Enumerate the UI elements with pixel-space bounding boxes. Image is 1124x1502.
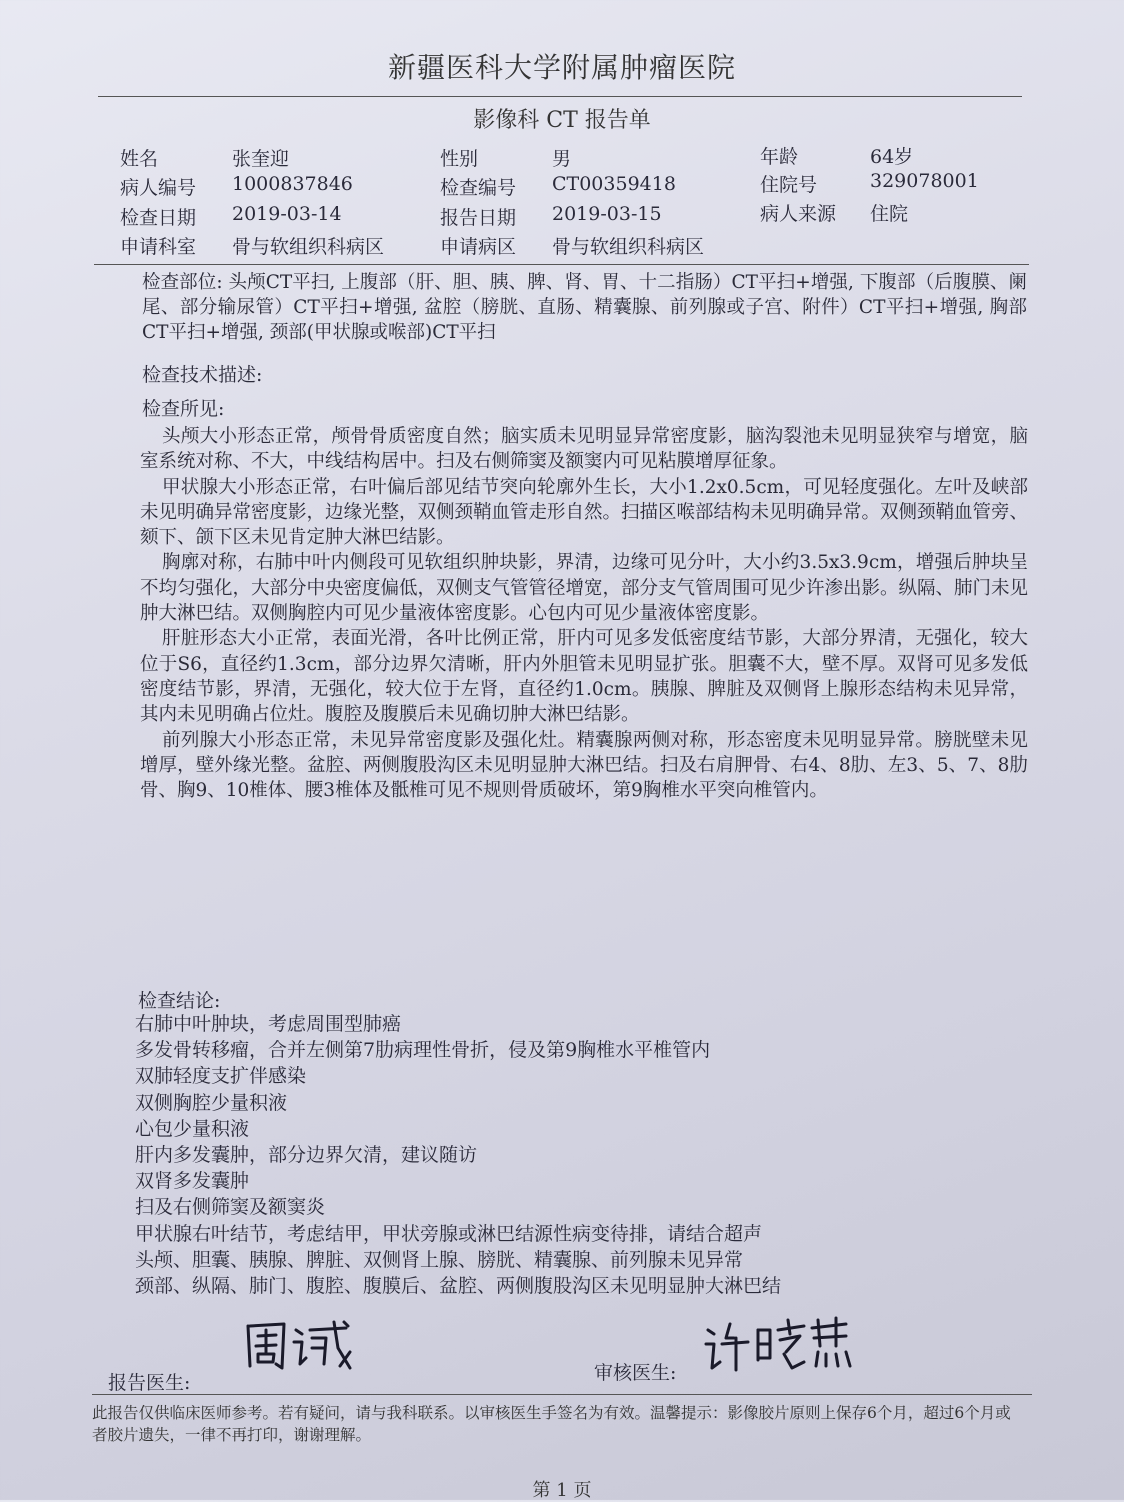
finding-abdomen: 肝脏形态大小正常，表面光滑，各叶比例正常，肝内可见多发低密度结节影，大部分界清，无强化，较大位于S6，直径约1.3cm，部分边界欠清晰，肝内外胆管未见明显扩张。胆囊不大，壁不厚。双肾可见多发低密度结节影，界清，无强化，较大位于左肾，直径约1.0cm。胰腺、脾脏及双侧肾上腺形态结构未见异常，其内未见明确占位灶。腹腔及腹膜后未见确切肿大淋巴结影。 [140,628,1028,726]
exam-date-label: 检查日期 [120,207,197,229]
exam-site-text: 检查部位: 头颅CT平扫, 上腹部（肝、胆、胰、脾、肾、胃、十二指肠）CT平扫+增强, 下腹部（后腹膜、阑尾、部分输尿管）CT平扫+增强, 盆腔（膀胱、直肠、精囊腺、前列腺或子宫、附件）CT平扫+增强, 胸部CT平扫+增强, 颈部(甲状腺或喉部)CT平扫 [142,272,1027,343]
conclusion-item: 右肺中叶肿块，考虑周围型肺癌 [135,1013,402,1035]
ward-label: 申请病区 [440,236,517,258]
conclusion-item: 甲状腺右叶结节，考虑结甲，甲状旁腺或淋巴结源性病变待排，请结合超声 [135,1222,763,1245]
conclusion-item: 双肾多发囊肿 [135,1170,250,1193]
tech-label: 检查技术描述: [142,364,263,386]
exam-date: 2019-03-14 [232,203,342,225]
patient-name: 张奎迎 [232,148,290,170]
header-rule [98,96,1022,97]
patient-id: 1000837846 [232,173,353,195]
report-doctor-label: 报告医生: [108,1372,191,1394]
report-doctor-signature [240,1318,360,1378]
dept: 骨与软组织科病区 [232,236,385,258]
patient-source: 住院 [870,203,909,225]
footer-note: 此报告仅供临床医师参考。若有疑问，请与我科联系。以审核医生手签名为有效。温馨提示：影像胶片原则上保存6个月，超过6个月或者胶片遗失，一律不再打印，谢谢理解。 [92,1404,1011,1444]
findings-label: 检查所见: [142,398,225,420]
report-date-label: 报告日期 [440,207,517,229]
page-number: 第 1 页 [532,1480,592,1501]
exam-site [142,270,1027,345]
conclusion-item: 头颅、胆囊、胰腺、脾脏、双侧肾上腺、膀胱、精囊腺、前列腺未见异常 [135,1248,744,1271]
findings-block [140,424,1028,803]
report-title: 影像科 CT 报告单 [473,108,651,133]
conclusion-list [135,1011,781,1299]
dept-label: 申请科室 [120,236,197,258]
footer-rule [92,1394,1032,1395]
review-doctor-signature [700,1316,860,1376]
inpatient-no: 329078001 [870,170,979,192]
conclusion-item: 双侧胸腔少量积液 [135,1091,288,1114]
finding-thyroid: 甲状腺大小形态正常，右叶偏后部见结节突向轮廓外生长，大小1.2x0.5cm，可见轻度强化。左叶及峡部未见明确异常密度影，边缘光整，双侧颈鞘血管走形自然。扫描区喉部结构未见明确异常。双侧颈鞘血管旁、颏下、颌下区未见肯定肿大淋巴结影。 [140,476,1029,549]
report-date: 2019-03-15 [552,203,662,225]
exam-no-label: 检查编号 [440,177,517,199]
conclusion-item: 肝内多发囊肿，部分边界欠清，建议随访 [135,1144,478,1167]
hospital-name: 新疆医科大学附属肿瘤医院 [387,51,736,84]
ward: 骨与软组织科病区 [552,236,705,258]
patient-id-label: 病人编号 [120,177,197,199]
conclusion-item: 颈部、纵隔、肺门、腹腔、腹膜后、盆腔、两侧腹股沟区未见明显肿大淋巴结 [135,1275,782,1298]
age-label: 年龄 [760,146,799,168]
finding-head: 头颅大小形态正常，颅骨骨质密度自然；脑实质未见明显异常密度影，脑沟裂池未见明显狭窄与增宽，脑室系统对称、不大，中线结构居中。扫及右侧筛窦及额窦内可见粘膜增厚征象。 [140,426,1028,473]
source-label: 病人来源 [760,203,837,225]
patient-age: 64岁 [870,146,914,168]
name-label: 姓名 [120,148,159,170]
conclusion-item: 心包少量积液 [135,1117,250,1140]
finding-pelvis: 前列腺大小形态正常，未见异常密度影及强化灶。精囊腺两侧对称，形态密度未见明显异常。膀胱壁未见增厚，壁外缘光整。盆腔、两侧腹股沟区未见明显肿大淋巴结。扫及右肩胛骨、右4、8肋、左3、5、7、8肋骨、胸9、10椎体、腰3椎体及骶椎可见不规则骨质破坏，第9胸椎水平突向椎管内。 [140,729,1028,802]
info-rule [94,264,1029,265]
patient-sex: 男 [552,148,572,170]
review-doctor-label: 审核医生: [594,1362,677,1384]
conclusion-item: 扫及右侧筛窦及额窦炎 [135,1196,326,1219]
conclusion-item: 双肺轻度支扩伴感染 [135,1065,307,1088]
conclusion-label: 检查结论: [138,990,221,1012]
finding-chest: 胸廓对称，右肺中叶内侧段可见软组织肿块影，界清，边缘可见分叶，大小约3.5x3.9cm，增强后肿块呈不均匀强化，大部分中央密度偏低，双侧支气管管径增宽，部分支气管周围可见少许渗出影。纵隔、肺门未见肿大淋巴结。双侧胸腔内可见少量液体密度影。心包内可见少量液体密度影。 [140,552,1029,625]
exam-no: CT00359418 [552,173,676,195]
inpatient-no-label: 住院号 [760,174,818,196]
conclusion-item: 多发骨转移瘤，合并左侧第7肋病理性骨折，侵及第9胸椎水平椎管内 [135,1039,711,1062]
sex-label: 性别 [440,148,479,170]
